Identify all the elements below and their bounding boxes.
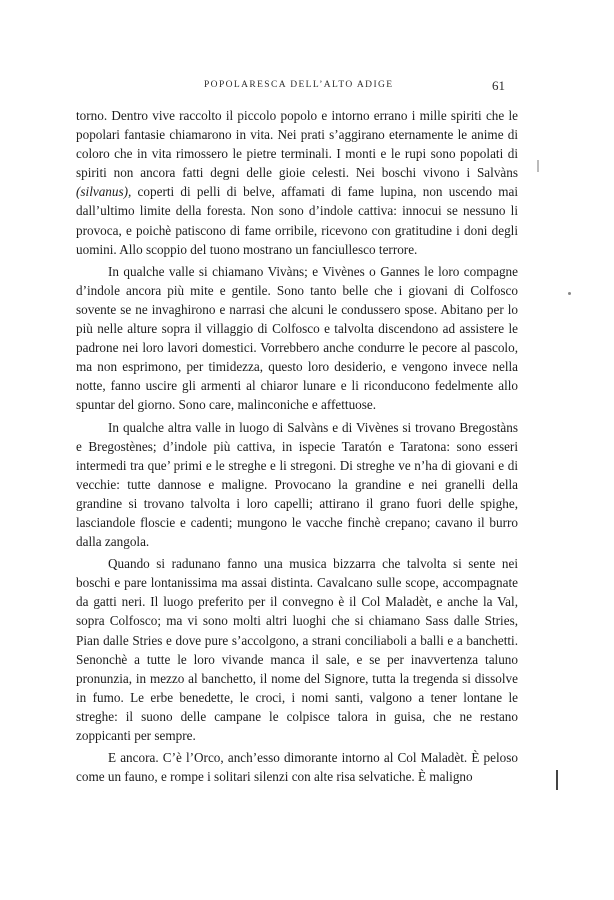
margin-mark (556, 770, 558, 790)
running-title: POPOLARESCA DELL’ALTO ADIGE (204, 80, 394, 90)
running-head (0, 80, 614, 96)
paragraph-vivans: In qualche valle si chiamano Vivàns; e Vivènes o Gannes le loro compagne d’indole ancora più mite e gentile. Sono tanto belle che i giovani di Colfosco sovente se ne invaghirono e narrasi che alcuni le condussero spose. Abitano per lo più nelle alture sopra il villaggio di Colfosco e talvolta discendono ad assistere le padrone nei loro lavori domestici. Vorrebbero anche condurre le pecore al pascolo, ma non esprimono, per timidezza, questo loro desiderio, e vengono invece nella notte, fanno uscire gli armenti al chiaror lunare e li riconducono fedelmente allo spuntar del giorno. Sono care, malinconiche e affettuose. (76, 263, 518, 413)
paragraph-text: coperti di pelli di belve, affamati di fame lupina, non uscendo mai dall’ultimo limite della foresta. Non sono d’indole cattiva: innocui se nessuno li provoca, e poichè patiscono di fame orribile, ricevono con gratitudine i doni degli uomini. Allo scoppio del tuono mostrano un fanciullesco terrore. (76, 184, 518, 257)
paragraph-bregostans: In qualche altra valle in luogo di Salvàns e di Vivènes si trovano Bregostàns e Bregostènes; d’indole più cattiva, in ispecie Taratón e Taratona: sono esseri intermedi tra que’ primi e le streghe e li stregoni. Di streghe ve n’ha di giovani e di vecchie: tutte dannose e maligne. Provocano la grandine e nei granelli della grandine si trovano talvolta i loro capelli; attirano il grano fuori delle spighe, lasciandole floscie e cadenti; mungono le vacche finchè crepano; cavano il burro dalla zangola. (76, 419, 518, 550)
paragraph-text: torno. Dentro vive raccolto il piccolo popolo e intorno errano i mille spiriti che le popolari fantasie chiamarono in vita. Nei prati s’aggirano eternamente le anime di coloro che in vita rimossero le pietre terminali. I monti e le rupi sono popolati di spiriti non ancora fatti degni delle gioie celesti. Nei boschi vivono i Salvàns (76, 108, 518, 181)
paragraph-orco: E ancora. C’è l’Orco, anch’esso dimorante intorno al Col Maladèt. È peloso come un fauno, e rompe i solitari silenzi con alte risa selvatiche. È maligno (76, 750, 518, 785)
paragraph-streghe: Quando si radunano fanno una musica bizzarra che talvolta si sente nei boschi e pare lontanissima ma assai distinta. Cavalcano sulle scope, accompagnate da gatti neri. Il luogo preferito per il convegno è il Col Maladèt, e anche la Val, sopra Colfosco; ma vi sono molti altri luoghi che si chiamano Sass dalle Stries, Pian dalle Stries e dove pure s’accolgono, a strani conciliaboli a balli e a banchetti. Senonchè a tutte le loro vivande manca il sale, e se per inavvertenza taluno pronunzia, in mezzo al banchetto, il nome del Signore, tutta la tregenda si dissolve in fumo. Le erbe benedette, le croci, i nomi santi, valgono a tener lontane le streghe: il suono delle campane le colpisce talora in guisa, che ne restano zoppicanti per sempre. (76, 556, 518, 743)
page-number: 61 (492, 78, 505, 93)
body-text (76, 106, 518, 786)
margin-mark (537, 160, 539, 172)
latin-term: (silvanus), (76, 184, 132, 200)
paragraph-salvans (76, 106, 518, 259)
margin-mark (568, 292, 571, 295)
